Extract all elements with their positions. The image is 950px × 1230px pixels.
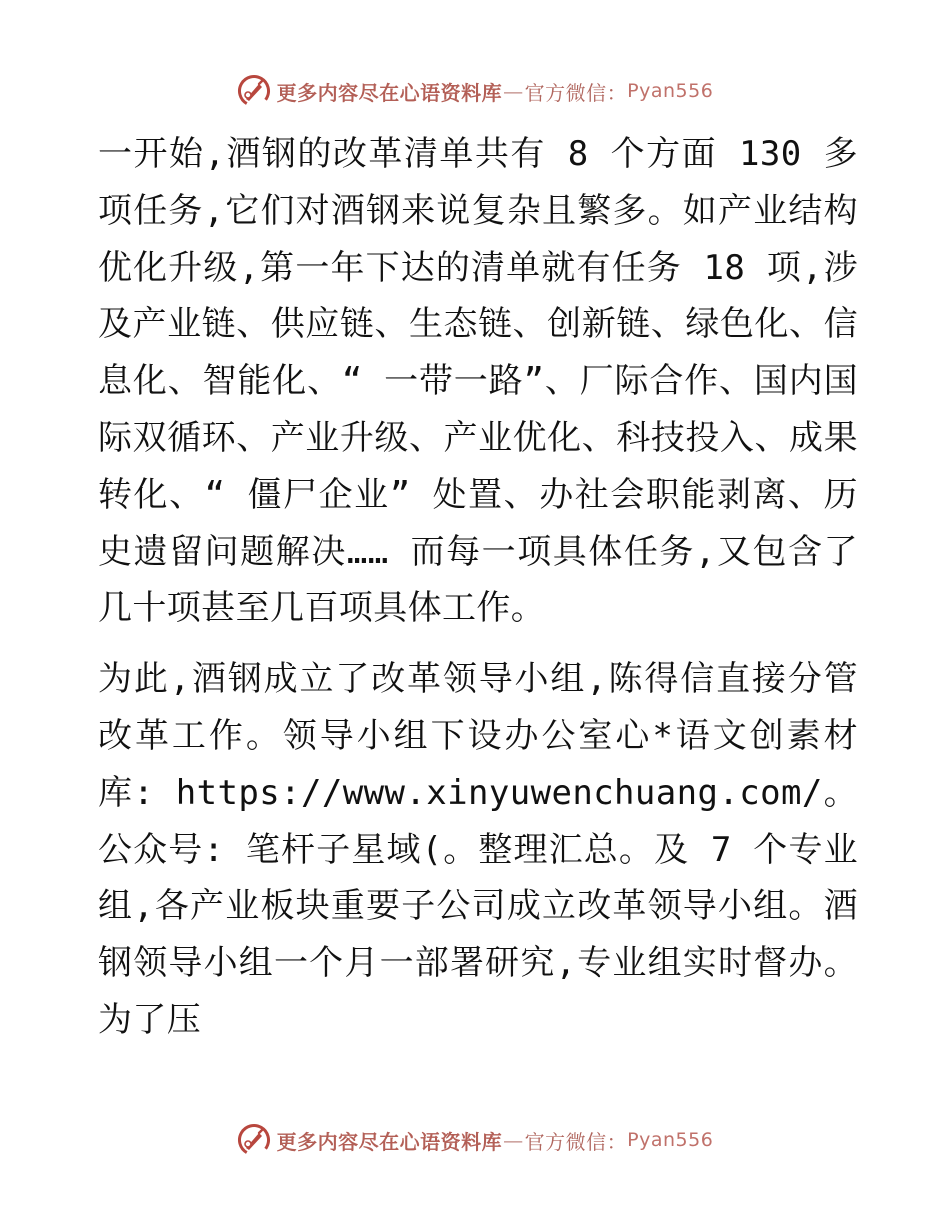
watermark-separator: — bbox=[503, 79, 524, 103]
watermark-text bbox=[277, 77, 714, 106]
watermark-main-text: 更多内容尽在心语资料库 bbox=[276, 80, 503, 105]
watermark-wechat-label: 官方微信： bbox=[524, 80, 628, 105]
watermark-wechat-label: 官方微信： bbox=[524, 1129, 628, 1154]
paragraph-2: 为此,酒钢成立了改革领导小组,陈得信直接分管改革工作。领导小组下设办公室心*语文创素材库: https://www.xinyuwenchuang.com/。公众号: 笔杆子星域(。整理汇总。及 7 个专业组,各产业板块重要子公司成立改革领导小组。酒钢领导小组一个月一部署研究,专业组实时督办。为了压 bbox=[98, 659, 858, 1040]
watermark-separator: — bbox=[503, 1128, 524, 1152]
watermark-text bbox=[277, 1126, 714, 1155]
watermark-wechat-id: Pyan556 bbox=[627, 1129, 714, 1151]
brand-logo-icon bbox=[237, 74, 271, 108]
watermark-main-text: 更多内容尽在心语资料库 bbox=[276, 1129, 503, 1154]
paragraph-1: 一开始,酒钢的改革清单共有 8 个方面 130 多项任务,它们对酒钢来说复杂且繁多。如产业结构优化升级,第一年下达的清单就有任务 18 项,涉及产业链、供应链、生态链、创新链、绿色化、信息化、智能化、“ 一带一路”、厂际合作、国内国际双循环、产业升级、产业优化、科技投入、成果转化、“ 僵尸企业” 处置、办社会职能剥离、历史遗留问题解决…… 而每一项具体任务,又包含了几十项甚至几百项具体工作。 bbox=[98, 134, 858, 629]
watermark-footer bbox=[0, 1120, 950, 1160]
document-body bbox=[98, 126, 858, 1049]
brand-logo-icon bbox=[237, 1123, 271, 1157]
watermark-wechat-id: Pyan556 bbox=[627, 80, 714, 102]
watermark-header bbox=[0, 71, 950, 111]
